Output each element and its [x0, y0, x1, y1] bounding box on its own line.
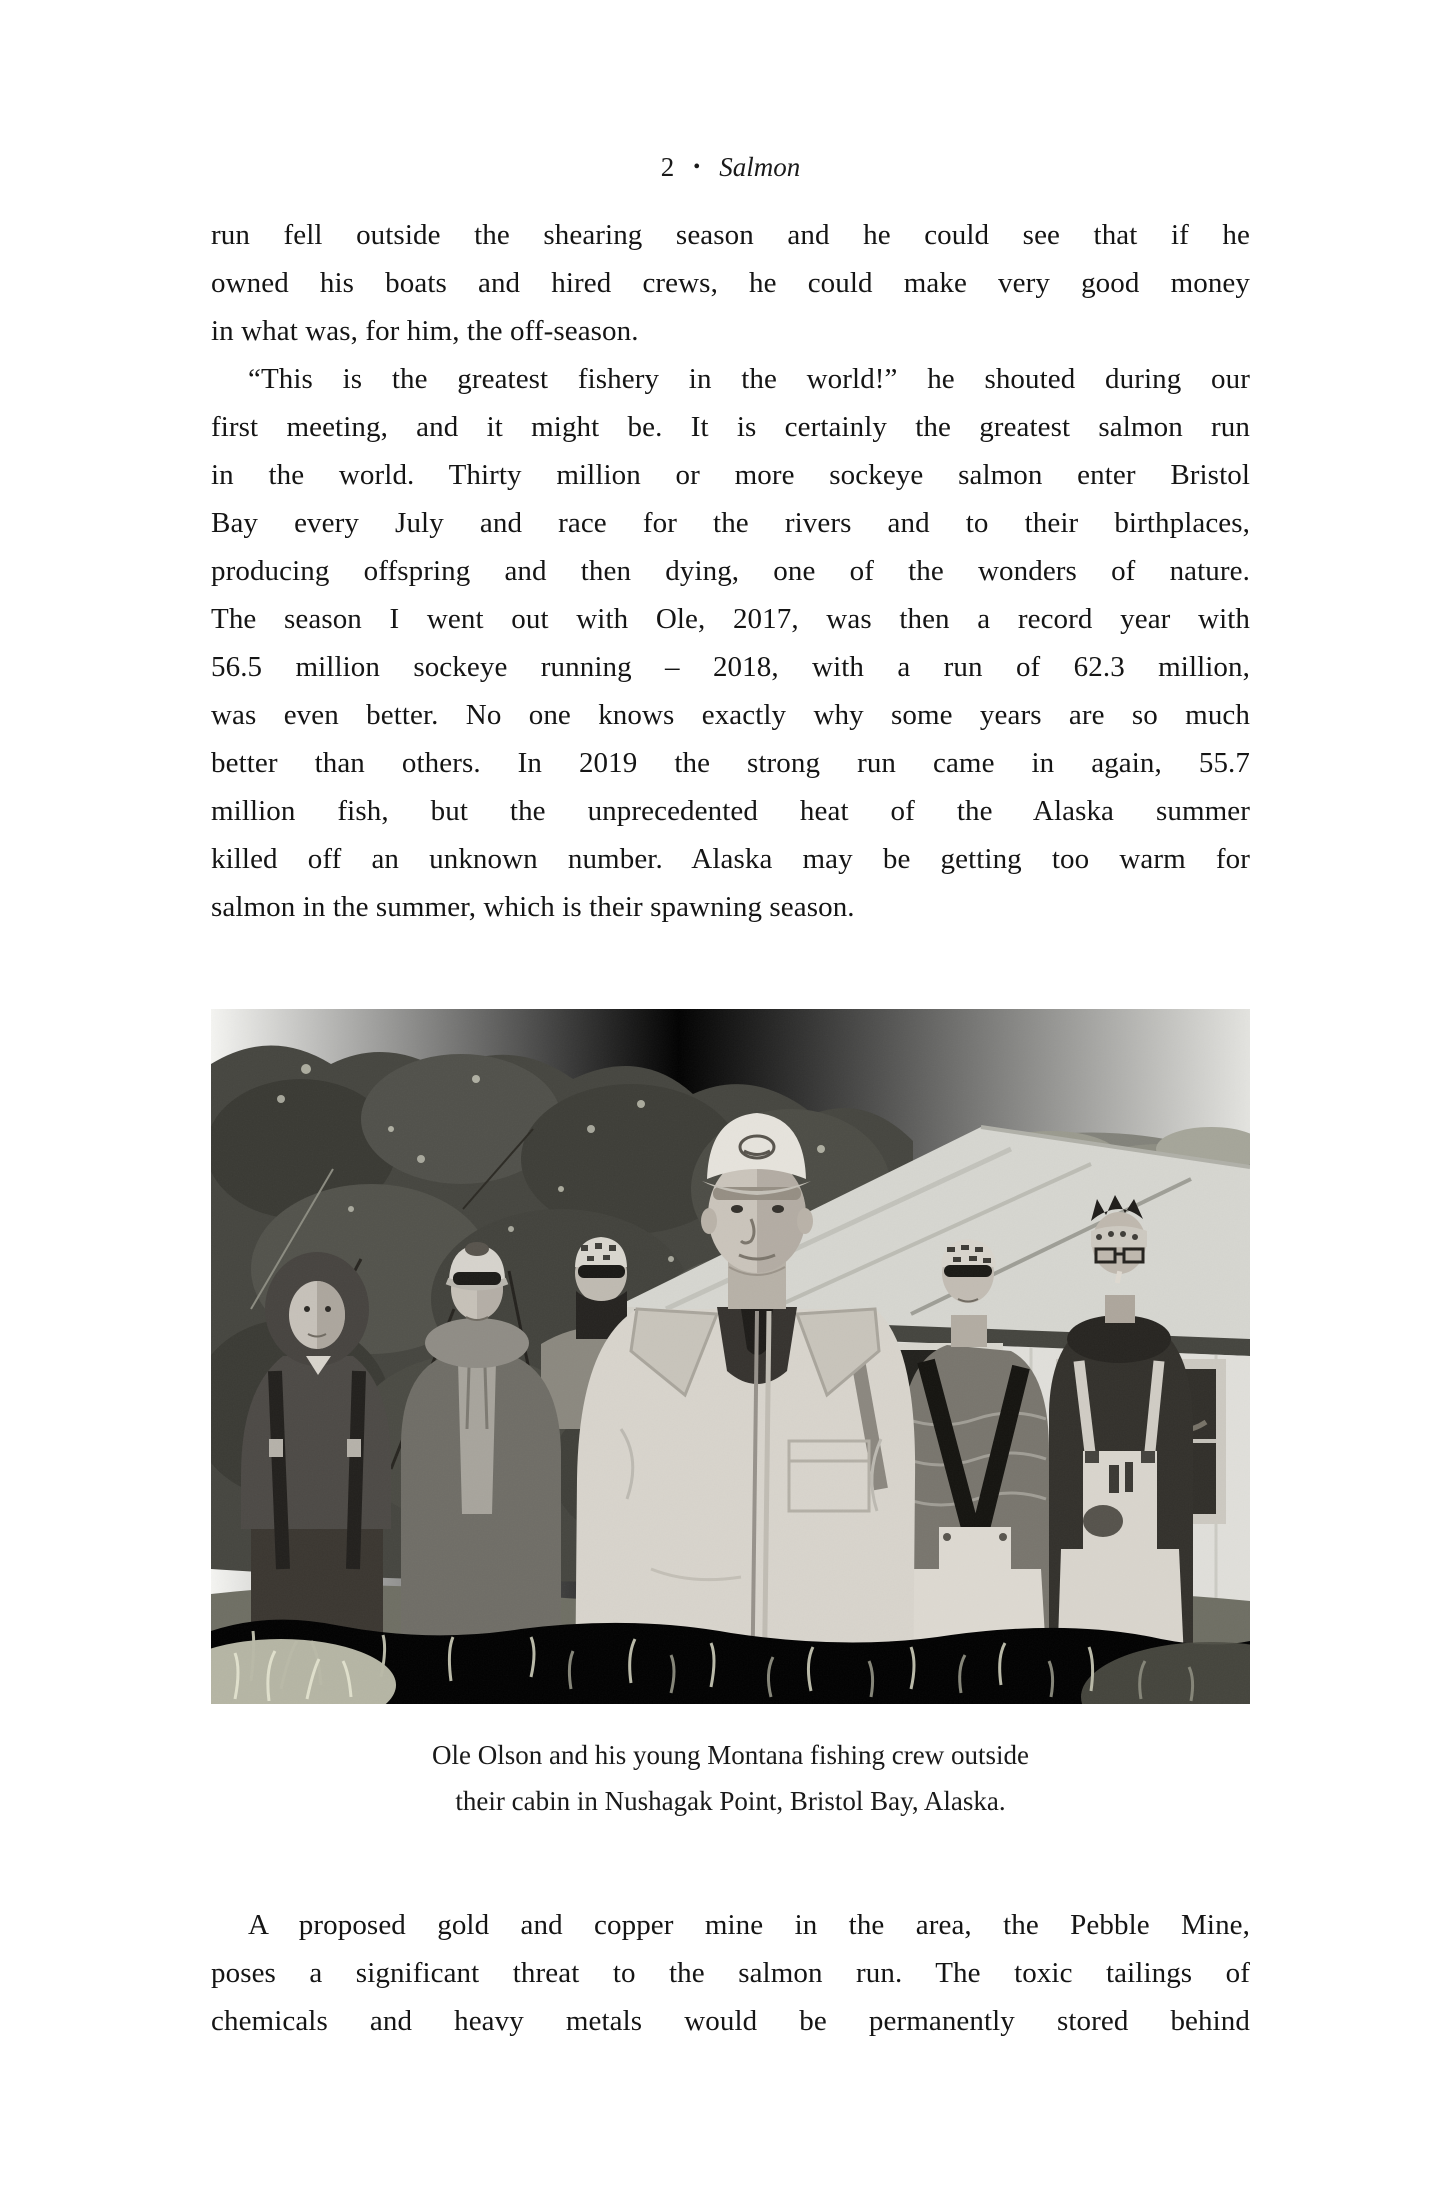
text-line: “This is the greatest fishery in the world!” he shouted during our: [248, 363, 1250, 395]
text-line: million fish, but the unprecedented heat of the Alaska summer: [211, 795, 1250, 827]
caption-line-2: their cabin in Nushagak Point, Bristol Bay, Alaska.: [455, 1786, 1006, 1816]
text-line: poses a significant threat to the salmon run. The toxic tailings of: [211, 1957, 1250, 1989]
header-bullet: •: [693, 156, 701, 178]
crew-photo: [211, 1009, 1250, 1704]
text-line: salmon in the summer, which is their spawning season.: [211, 891, 855, 923]
text-line: better than others. In 2019 the strong run came in again, 55.7: [211, 747, 1250, 779]
text-line: in the world. Thirty million or more sockeye salmon enter Bristol: [211, 459, 1250, 491]
text-line: was even better. No one knows exactly why some years are so much: [211, 699, 1250, 731]
text-line: in what was, for him, the off-season.: [211, 315, 639, 347]
page-number: 2: [660, 152, 675, 182]
text-line: owned his boats and hired crews, he could make very good money: [211, 267, 1250, 299]
text-line: chemicals and heavy metals would be permanently stored behind: [211, 2005, 1250, 2037]
caption-line-1: Ole Olson and his young Montana fishing crew outside: [432, 1740, 1029, 1770]
photo-figure: [211, 1009, 1250, 1704]
text-line: run fell outside the shearing season and he could see that if he: [211, 219, 1250, 251]
paragraph-1: [211, 211, 1250, 931]
running-header: [211, 150, 1250, 184]
text-line: first meeting, and it might be. It is certainly the greatest salmon run: [211, 411, 1250, 443]
text-line: A proposed gold and copper mine in the area, the Pebble Mine,: [248, 1909, 1250, 1941]
paragraph-2: [211, 1901, 1250, 2045]
header-book-title: Salmon: [719, 152, 801, 182]
text-line: 56.5 million sockeye running – 2018, with a run of 62.3 million,: [211, 651, 1250, 683]
text-line: Bay every July and race for the rivers and to their birthplaces,: [211, 507, 1250, 539]
text-line: producing offspring and then dying, one of the wonders of nature.: [211, 555, 1250, 587]
text-line: The season I went out with Ole, 2017, was then a record year with: [211, 603, 1250, 635]
text-line: killed off an unknown number. Alaska may be getting too warm for: [211, 843, 1250, 875]
photo-grain-overlay: [211, 1009, 1250, 1704]
photo-caption: [211, 1732, 1250, 1824]
